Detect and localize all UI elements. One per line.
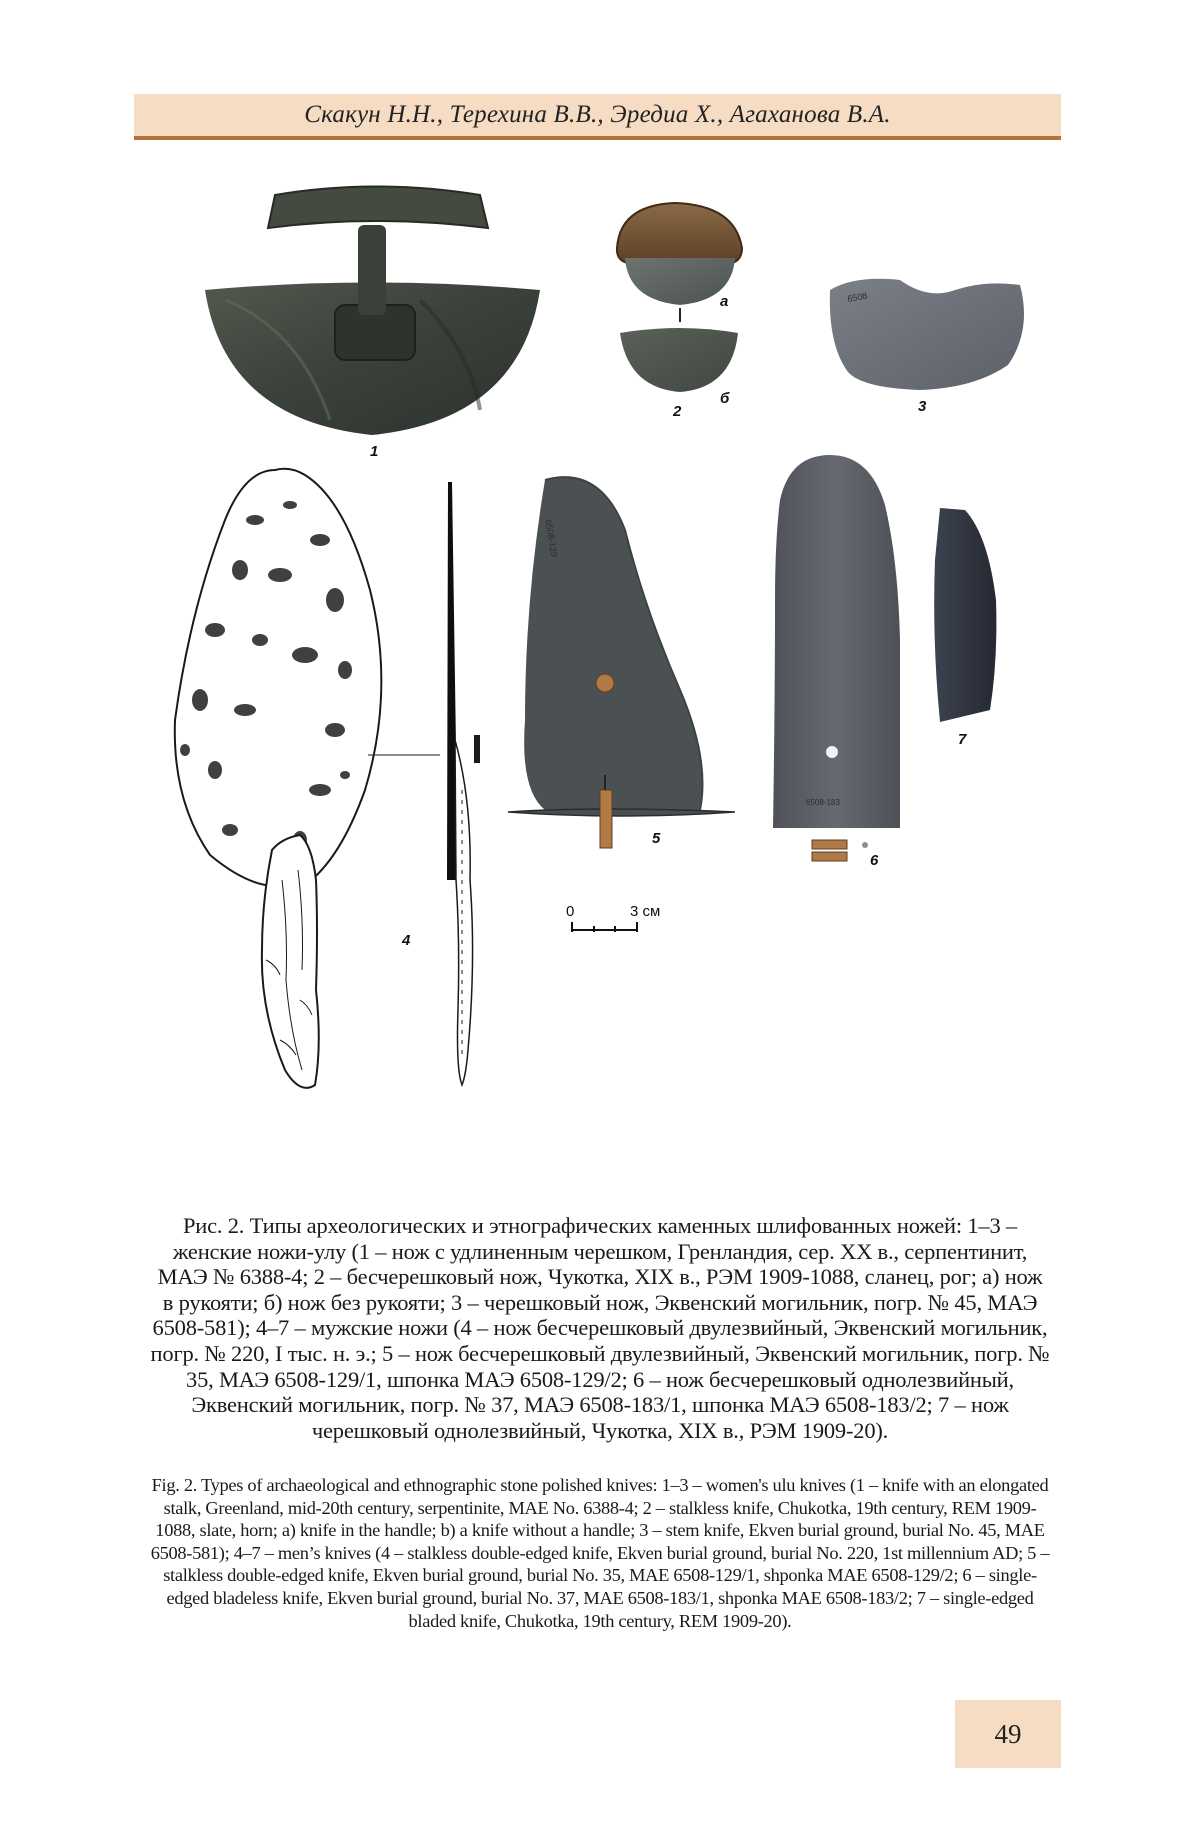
scale-zero-label: 0 [566,903,575,920]
knife-7-image [934,508,996,722]
label-7: 7 [958,731,967,748]
label-3: 3 [918,398,927,415]
svg-text:6508-183: 6508-183 [806,798,840,807]
knife-6-image [773,455,900,861]
caption-russian-text: Рис. 2. Типы археологических и этнографических каменных шлифованных ножей: 1–3 – женские ножи-улу (1 – нож с удлиненным черешком, Гренландия, сер. XX в., серпентинит, МАЭ № 6388-4; 2 – бесчерешковый нож, Чукотка, XIX в., РЭМ 1909-1088, сланец, рог; а) нож в рукояти; б) нож без рукояти; 3 – черешковый нож, Эквенский могильник, погр. № 45, МАЭ 6508-581); 4–7 – мужские ножи (4 – нож бесчерешковый двулезвийный, Эквенский могильник, погр. № 220, I тыс. н. э.; 5 – нож бесчерешковый двулезвийный, Эквенский могильник, погр. № 35, МАЭ 6508-129/1, шпонка МАЭ 6508-129/2; 6 – нож бесчерешковый однолезвийный, Эквенский могильник, погр. № 37, МАЭ 6508-183/1, шпонка МАЭ 6508-183/2; 7 – нож черешковый однолезвийный, Чукотка, XIX в., РЭМ 1909-20). [150,1213,1050,1443]
page-number: 49 [994,1718,1022,1749]
ulu-knife-1-image [205,187,540,436]
label-1: 1 [370,443,379,460]
label-2: 2 [673,403,682,420]
scale-bar [572,922,637,932]
label-4: 4 [402,932,411,949]
svg-text:6508-129: 6508-129 [543,518,560,558]
ulu-knife-2b-image [620,328,738,392]
svg-text:6508: 6508 [846,290,869,304]
caption-english [150,1474,1050,1632]
label-2b: б [720,390,730,407]
scale-unit-label: 3 см [630,903,661,920]
caption-english-text: Fig. 2. Types of archaeological and ethnographic stone polished knives: 1–3 – women's ulu knives (1 – knife with an elongated stalk, Greenland, mid-20th century, serpentinite, MAE No. 6388-4; 2 – stalkless knife, Chukotka, 19th century, REM 1909-1088, slate, horn; a) knife in the handle; b) a knife without a handle; 3 – stem knife, Ekven burial ground, burial No. 45, MAE 6508-581); 4–7 – men’s knives (4 – stalkless double-edged knife, Ekven burial ground, burial No. 220, 1st millennium AD; 5 – stalkless double-edged knife, Ekven burial ground, burial No. 35, MAE 6508-129/1, shponka MAE 6508-129/2; 6 – single-edged bladeless knife, Ekven burial ground, burial No. 37, MAE 6508-183/1, shponka MAE 6508-183/2; 7 – single-edged bladed knife, Chukotka, 19th century, REM 1909-20). [150,1475,1050,1631]
label-5: 5 [652,830,661,847]
caption-russian [150,1213,1050,1443]
drawing-knife-4 [175,469,480,1088]
ulu-knife-2a-image [617,203,742,305]
stem-knife-3-image [830,279,1024,390]
label-2a: а [720,293,729,310]
knife-5-image [508,477,735,848]
page-number-box [955,1700,1061,1768]
header-authors: Скакун Н.Н., Терехина В.В., Эредиа Х., Агаханова В.А. [304,101,891,128]
label-6: 6 [870,852,879,869]
